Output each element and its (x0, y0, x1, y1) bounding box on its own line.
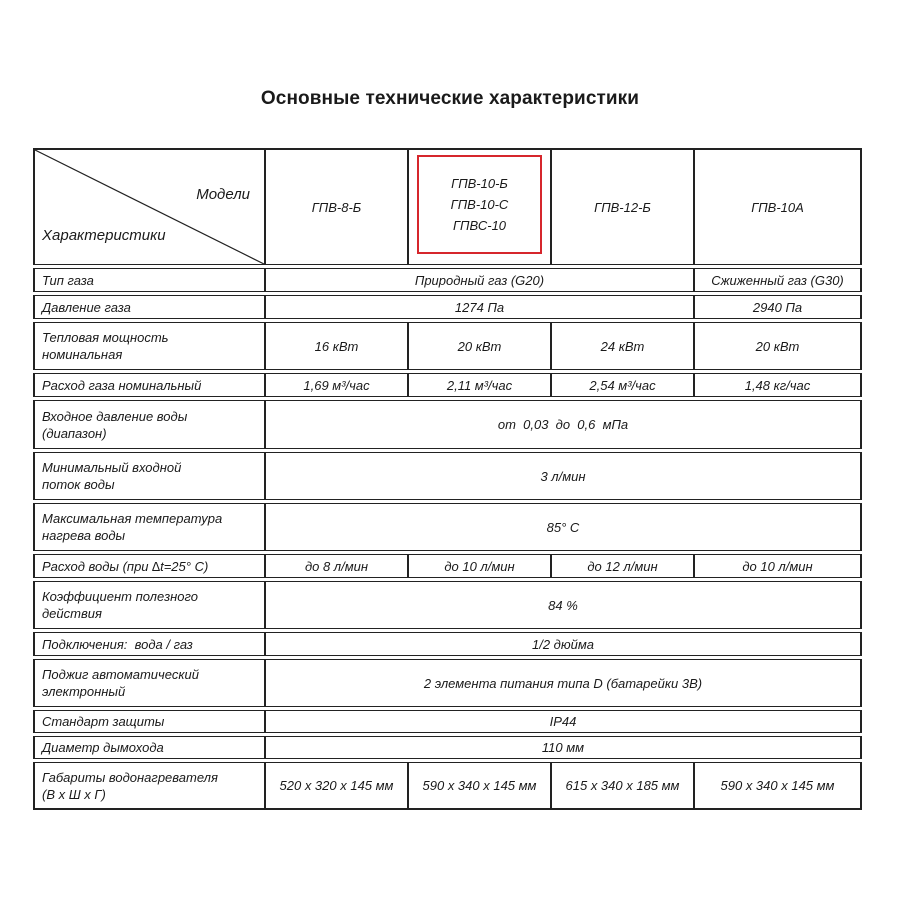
cell-value: Природный газ (G20) (265, 268, 694, 292)
cell-value: 520 х 320 х 145 мм (265, 762, 408, 810)
cell-value: 20 кВт (408, 322, 551, 370)
row-label (33, 322, 265, 370)
row-label: Подключения: вода / газ (33, 632, 265, 656)
cell-value: 590 х 340 х 145 мм (408, 762, 551, 810)
row-gas-pressure (33, 295, 862, 319)
cell-value: 615 х 340 х 185 мм (551, 762, 694, 810)
row-label (33, 503, 265, 551)
row-label-line: Габариты водонагревателя (42, 769, 218, 785)
cell-value: 16 кВт (265, 322, 408, 370)
model-name: ГПВС-10 (452, 218, 507, 233)
header-corner-cell (33, 148, 265, 265)
row-label-line: Тепловая мощность (42, 330, 169, 345)
row-dimensions (33, 762, 862, 810)
row-label: Давление газа (33, 295, 265, 319)
row-label: Расход воды (при ∆t=25° С) (33, 554, 265, 578)
row-power (33, 322, 862, 370)
diagonal-divider (35, 150, 264, 264)
row-label-line: Максимальная температура (42, 511, 223, 526)
cell-value: 84 % (265, 581, 862, 629)
cell-value: 2 элемента питания типа D (батарейки 3В) (265, 659, 862, 707)
model-name: ГПВ-10-Б (451, 176, 508, 191)
row-label-line: номинальная (42, 347, 123, 362)
row-label (33, 659, 265, 707)
row-label: Тип газа (33, 268, 265, 292)
model-gpv-10a: ГПВ-10А (694, 148, 862, 265)
row-ignition (33, 659, 862, 707)
cell-value: 20 кВт (694, 322, 862, 370)
header-row (33, 148, 862, 265)
cell-value: до 10 л/мин (694, 554, 862, 578)
row-label (33, 581, 265, 629)
cell-value: Сжиженный газ (G30) (694, 268, 862, 292)
cell-value: 1274 Па (265, 295, 694, 319)
row-efficiency (33, 581, 862, 629)
row-connections (33, 632, 862, 656)
row-max-temp (33, 503, 862, 551)
row-label-line: Коэффициент полезного (42, 589, 199, 604)
row-label-line: Поджиг автоматический (42, 667, 199, 682)
cell-value: до 10 л/мин (408, 554, 551, 578)
row-gas-flow (33, 373, 862, 397)
cell-value: 1,69 м³/час (265, 373, 408, 397)
row-label-line: (В х Ш х Г) (42, 786, 106, 802)
page-title: Основные технические характеристики (260, 88, 640, 109)
row-label: Стандарт защиты (33, 710, 265, 733)
row-protection (33, 710, 862, 733)
cell-value: 2940 Па (694, 295, 862, 319)
highlight-box (417, 155, 542, 254)
cell-value: 2,11 м³/час (408, 373, 551, 397)
cell-value: 2,54 м³/час (551, 373, 694, 397)
cell-value: 85° С (265, 503, 862, 551)
model-gpv-8-b: ГПВ-8-Б (265, 148, 408, 265)
cell-value: до 8 л/мин (265, 554, 408, 578)
row-label-line: нагрева воды (42, 528, 126, 543)
cell-value: 1/2 дюйма (265, 632, 862, 656)
cell-value: 1,48 кг/час (694, 373, 862, 397)
row-label-line: (диапазон) (42, 425, 107, 441)
models-label: Модели (196, 186, 250, 203)
cell-value: 590 х 340 х 145 мм (694, 762, 862, 810)
cell-value: 110 мм (265, 736, 862, 759)
row-label (33, 400, 265, 449)
cell-value: IP44 (265, 710, 862, 733)
row-label: Расход газа номинальный (33, 373, 265, 397)
row-water-flow (33, 554, 862, 578)
row-label: Диаметр дымохода (33, 736, 265, 759)
cell-value: от 0,03 до 0,6 мПа (265, 400, 862, 449)
row-label-line: поток воды (42, 477, 115, 492)
spec-table (33, 148, 862, 810)
row-water-pressure (33, 400, 862, 449)
row-gas-type (33, 268, 862, 292)
row-label (33, 452, 265, 500)
row-label-line: Минимальный входной (42, 460, 182, 475)
row-min-flow (33, 452, 862, 500)
row-label-line: действия (42, 606, 102, 621)
cell-value: до 12 л/мин (551, 554, 694, 578)
row-label-line: электронный (42, 684, 126, 699)
model-gpv-10-highlighted (408, 148, 551, 265)
cell-value: 24 кВт (551, 322, 694, 370)
model-gpv-12-b: ГПВ-12-Б (551, 148, 694, 265)
row-label (33, 762, 265, 810)
row-label-line: Входное давление воды (42, 408, 188, 424)
cell-value: 3 л/мин (265, 452, 862, 500)
characteristics-label: Характеристики (42, 227, 166, 244)
model-name: ГПВ-10-С (450, 197, 509, 212)
row-chimney (33, 736, 862, 759)
